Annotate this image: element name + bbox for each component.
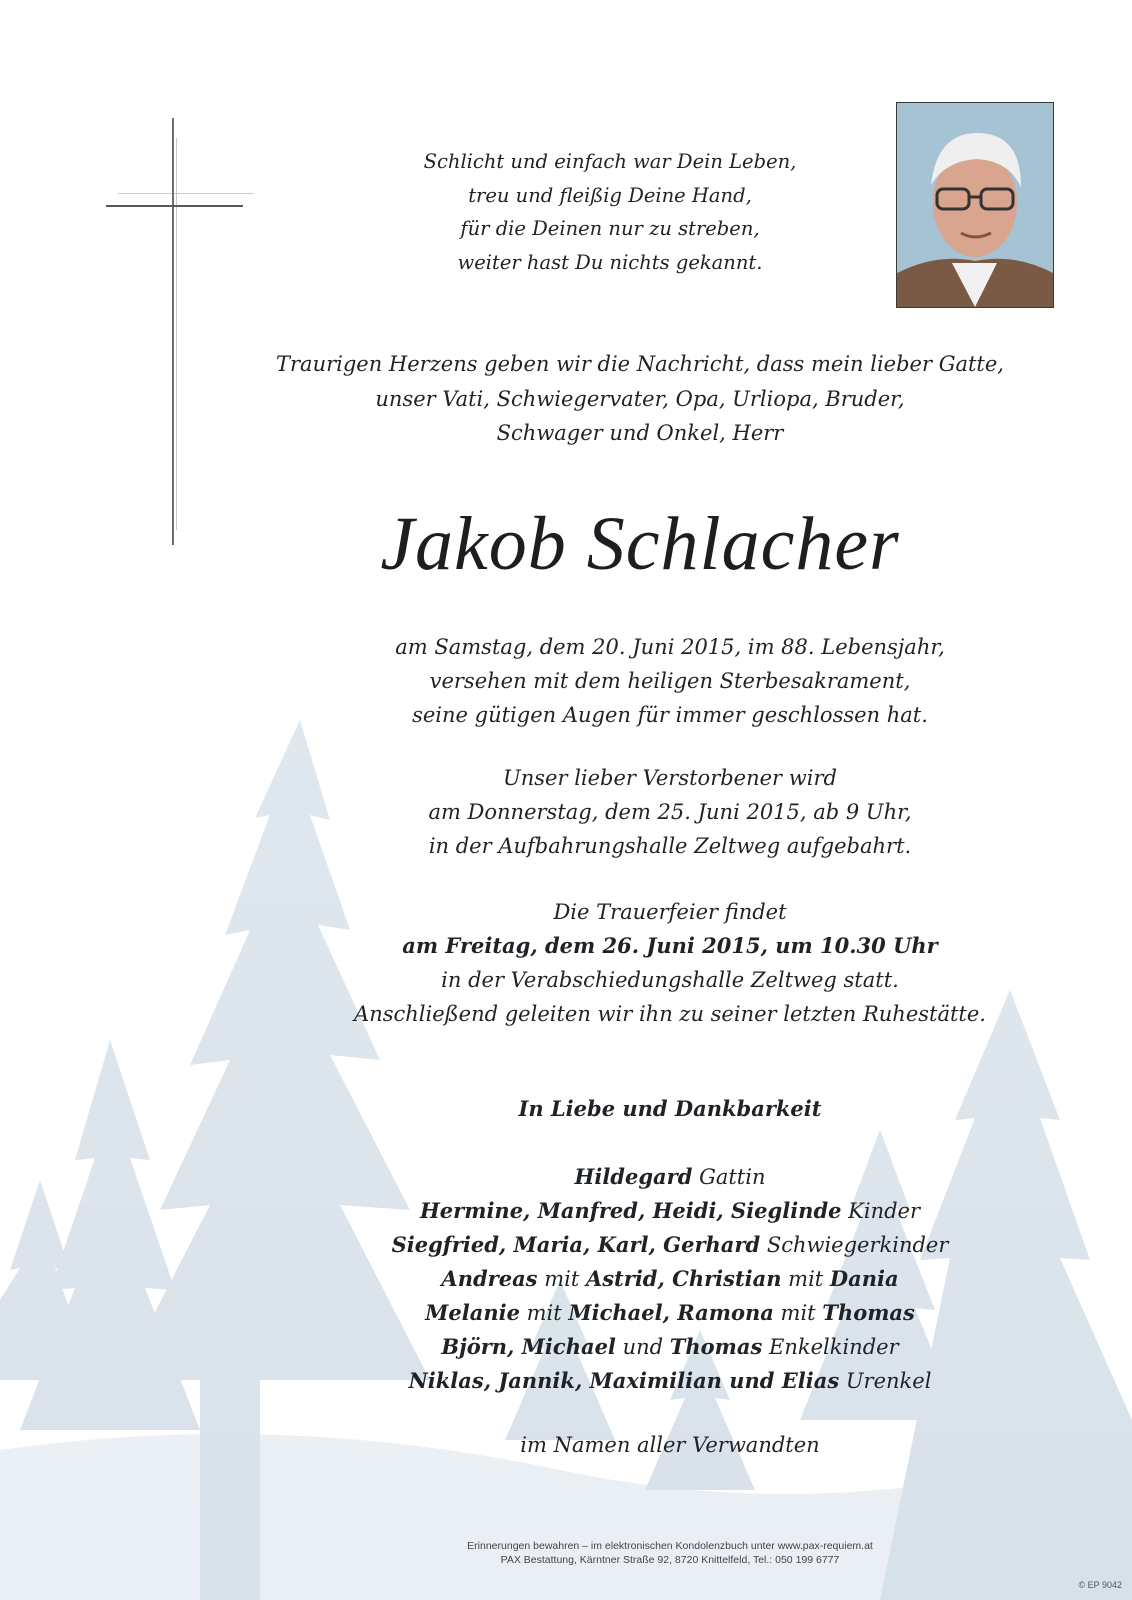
portrait-photo [896,102,1054,308]
death-line: am Samstag, dem 20. Juni 2015, im 88. Lebensjahr, [395,635,945,659]
viewing-notice [310,761,1030,863]
intro-line: Schwager und Onkel, Herr [496,421,784,445]
mourner-names: Melanie [425,1300,520,1325]
mourner-relation: Schwiegerkinder [760,1233,949,1257]
cross-symbol [0,0,300,560]
death-notice [310,630,1030,732]
signoff: im Namen aller Verwandten [520,1433,820,1457]
mourner-names: Siegfried, Maria, Karl, Gerhard [391,1232,761,1257]
mourner-connector: und [615,1335,670,1359]
mourner-relation: Enkelkinder [762,1335,899,1359]
mourner-names: Thomas [822,1300,915,1325]
mourner-row [270,1330,1070,1364]
mourner-row [270,1364,1070,1398]
mourner-connector: mit [519,1301,569,1325]
mourner-row [270,1296,1070,1330]
mourner-names: Michael, Ramona [568,1300,774,1325]
footer-condolence-line: Erinnerungen bewahren – im elektronischen Kondolenzbuch unter www.pax-requiem.at [467,1540,873,1552]
funeral-date-time: am Freitag, dem 26. Juni 2015, um 10.30 Uhr [402,933,938,958]
footer [290,1539,1050,1567]
mourner-names: Dania [829,1266,899,1291]
mourner-names: Hermine, Manfred, Heidi, Sieglinde [419,1198,842,1223]
mourner-connector: mit [537,1267,586,1291]
mourner-relation: Urenkel [839,1369,932,1393]
viewing-line: in der Aufbahrungshalle Zeltweg aufgebahrt. [428,834,912,858]
funeral-line: Anschließend geleiten wir ihn zu seiner letzten Ruhestätte. [354,1002,986,1026]
viewing-line: am Donnerstag, dem 25. Juni 2015, ab 9 Uhr, [428,800,912,824]
cross-horizontal-thin [118,193,254,194]
announcement-intro [270,347,1010,451]
mourner-row [270,1228,1070,1262]
mourner-names: Niklas, Jannik, Maximilian und Elias [408,1368,840,1393]
intro-line: Traurigen Herzens geben wir die Nachricht, dass mein lieber Gatte, [276,352,1004,376]
funeral-line: in der Verabschiedungshalle Zeltweg statt. [441,968,899,992]
viewing-line: Unser lieber Verstorbener wird [503,766,837,790]
mourner-names: Björn, Michael [441,1334,616,1359]
funeral-line: Die Trauerfeier findet [553,900,787,924]
poem-line: weiter hast Du nichts gekannt. [457,250,763,274]
poem [400,145,820,279]
death-line: versehen mit dem heiligen Sterbesakrament, [429,669,911,693]
poem-line: für die Deinen nur zu streben, [460,217,760,240]
mourner-row [270,1194,1070,1228]
mourner-relation: Gattin [692,1165,766,1189]
mourner-names: Astrid, Christian [585,1266,782,1291]
footer-address-line: PAX Bestattung, Kärntner Straße 92, 8720 Knittelfeld, Tel.: 050 199 6777 [500,1554,840,1566]
deceased-name: Jakob Schlacher [380,502,900,586]
portrait-image [897,103,1053,307]
mourner-names: Andreas [441,1266,538,1291]
mourner-row [270,1160,1070,1194]
poem-line: Schlicht und einfach war Dein Leben, [423,150,797,173]
mourner-connector: mit [773,1301,823,1325]
death-line: seine gütigen Augen für immer geschlossen hat. [412,703,928,727]
thanks-heading: In Liebe und Dankbarkeit [518,1096,822,1121]
funeral-notice [270,895,1070,1031]
cross-horizontal [106,205,243,207]
mourner-connector: mit [781,1267,830,1291]
mourners-list [270,1160,1070,1398]
poem-line: treu und fleißig Deine Hand, [468,183,752,207]
cross-vertical [172,118,174,545]
mourner-names: Thomas [669,1334,763,1359]
print-code: © EP 9042 [1078,1580,1122,1590]
mourner-names: Hildegard [574,1164,693,1189]
intro-line: unser Vati, Schwiegervater, Opa, Urliopa, Bruder, [375,386,905,411]
mourner-row [270,1262,1070,1296]
cross-vertical-thin [176,138,177,530]
mourner-relation: Kinder [841,1199,921,1223]
